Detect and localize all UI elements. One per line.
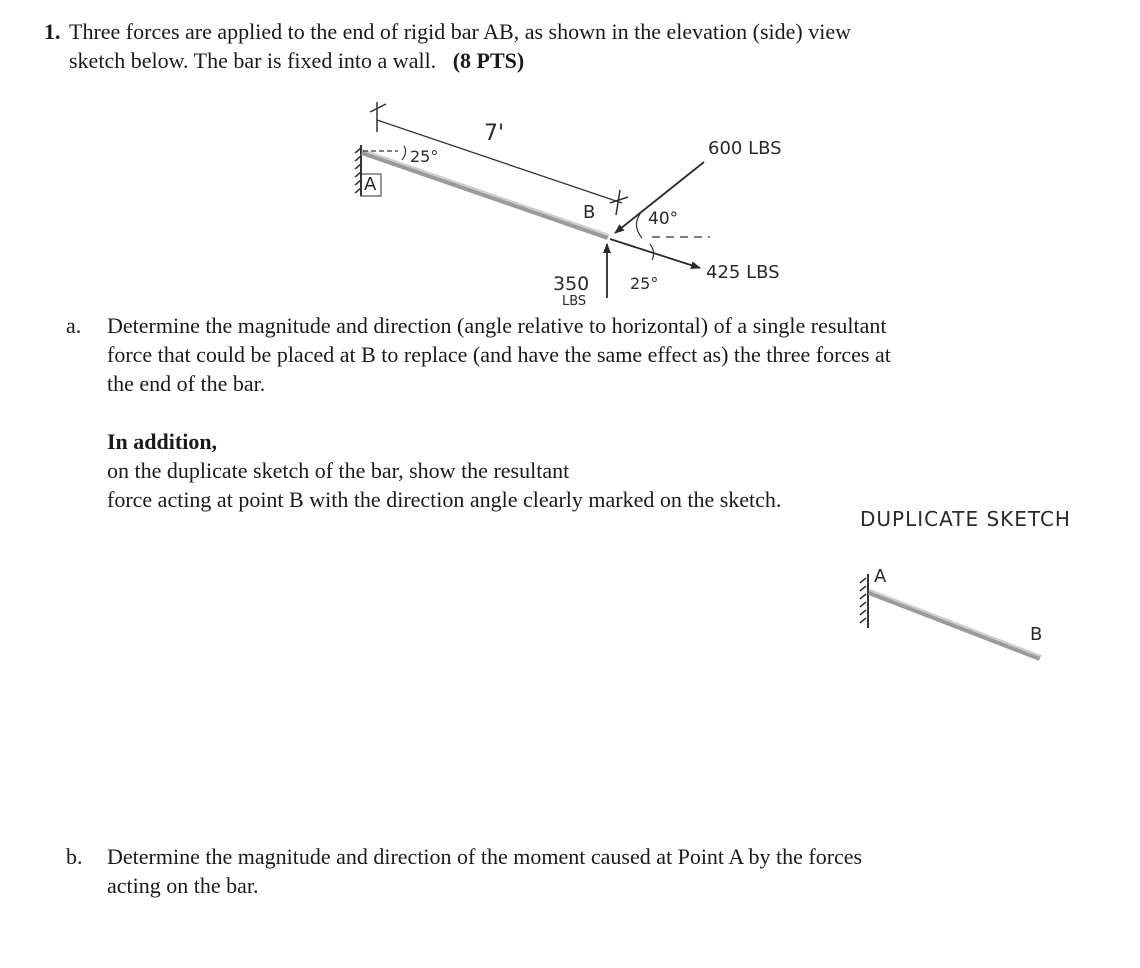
part-a-line-3-bold: In addition, bbox=[107, 429, 218, 454]
part-a-line-3 bbox=[107, 369, 1107, 485]
force-600-label: 600 LBS bbox=[708, 138, 782, 159]
point-b-label: B bbox=[583, 202, 596, 223]
force-425-arrow bbox=[610, 239, 700, 268]
part-b-text bbox=[107, 842, 1107, 900]
angle-40-label: 40° bbox=[648, 209, 679, 229]
part-b-line-2: acting on the bar. bbox=[107, 873, 259, 898]
bar-angle-label: 25° bbox=[410, 147, 439, 166]
force-350-value: 350 bbox=[553, 273, 590, 295]
angle-25-lower-label: 25° bbox=[630, 274, 659, 293]
question-number: 1. bbox=[44, 19, 61, 44]
force-425-label: 425 LBS bbox=[706, 262, 780, 283]
question-points: (8 PTS) bbox=[452, 48, 525, 73]
part-a-line-1: Determine the magnitude and direction (angle relative to horizontal) of a single resultant bbox=[107, 313, 887, 338]
duplicate-sketch-title: DUPLICATE SKETCH bbox=[860, 507, 1071, 531]
wall-icon bbox=[355, 145, 361, 196]
length-label: 7' bbox=[484, 121, 505, 146]
part-b-line-1: Determine the magnitude and direction of the moment caused at Point A by the forces bbox=[107, 844, 863, 869]
point-a-label: A bbox=[364, 174, 377, 195]
part-b-letter: b. bbox=[66, 844, 83, 869]
duplicate-wall-icon bbox=[860, 574, 868, 628]
part-a-line-3-post: on the duplicate sketch of the bar, show the resultant bbox=[107, 458, 570, 483]
duplicate-point-a-label: A bbox=[874, 566, 887, 587]
force-350-unit: LBS bbox=[562, 294, 587, 309]
part-a-letter: a. bbox=[66, 313, 82, 338]
duplicate-bar bbox=[869, 590, 1043, 658]
part-a-line-3-pre: the end of the bar. bbox=[107, 371, 266, 396]
part-a-text bbox=[107, 311, 1107, 514]
question-line-2-text: sketch below. The bar is fixed into a wall. bbox=[69, 48, 437, 73]
bar-ab bbox=[362, 150, 608, 237]
part-a-line-4: force acting at point B with the direction angle clearly marked on the sketch. bbox=[107, 487, 782, 512]
part-a-line-2: force that could be placed at B to replace (and have the same effect as) the three forces at bbox=[107, 342, 891, 367]
duplicate-point-b-label: B bbox=[1030, 624, 1043, 645]
question-line-1: Three forces are applied to the end of rigid bar AB, as shown in the elevation (side) view bbox=[69, 19, 851, 44]
